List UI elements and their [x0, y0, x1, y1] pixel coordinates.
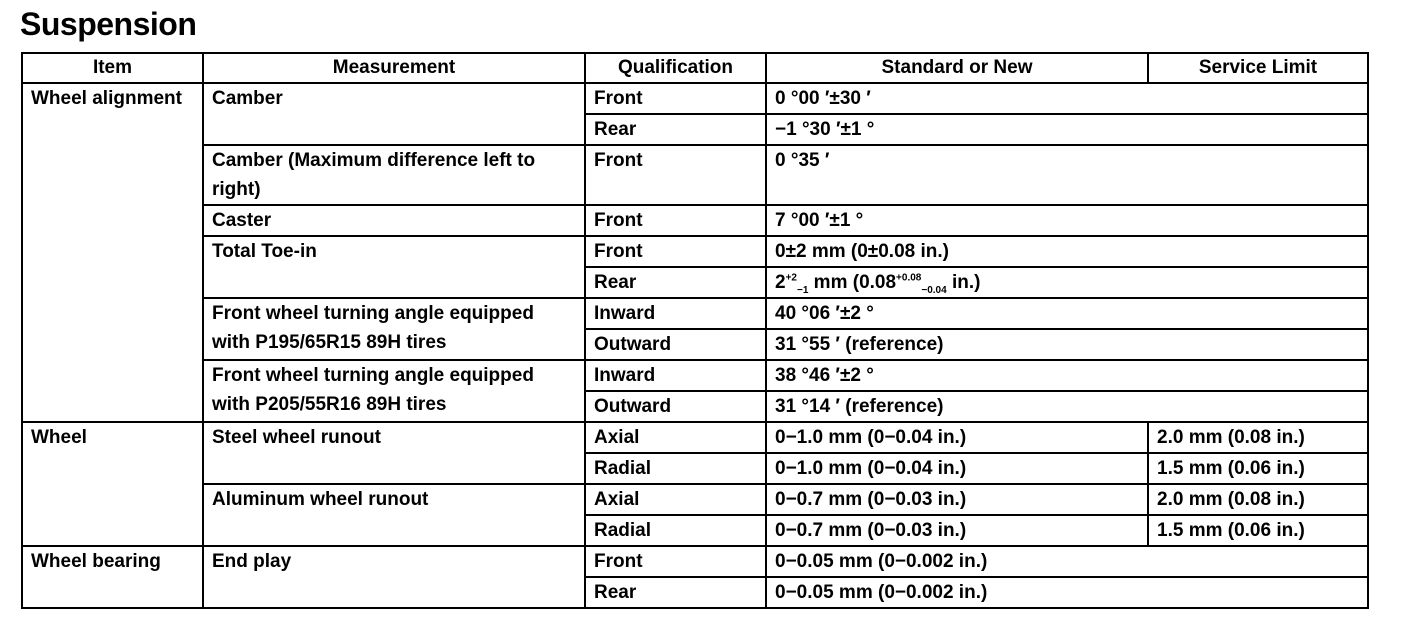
service-limit-cell: 2.0 mm (0.08 in.) [1148, 422, 1368, 453]
standard-cell: 0−0.7 mm (0−0.03 in.) [766, 515, 1148, 546]
table-row [22, 422, 1368, 453]
standard-cell: 31 °55 ′ (reference) [766, 329, 1368, 360]
qualification-cell: Radial [585, 453, 766, 484]
standard-cell: 31 °14 ′ (reference) [766, 391, 1368, 422]
measurement-cell: Steel wheel runout [203, 422, 585, 484]
standard-cell: 0−0.7 mm (0−0.03 in.) [766, 484, 1148, 515]
standard-cell: 0 °00 ′±30 ′ [766, 83, 1368, 114]
standard-cell: 40 °06 ′±2 ° [766, 298, 1368, 329]
toe-rear-base: 2 [775, 272, 786, 293]
service-limit-cell: 2.0 mm (0.08 in.) [1148, 484, 1368, 515]
table-row [22, 236, 1368, 267]
table-row [22, 83, 1368, 114]
toe-rear-mid: mm (0.08 [808, 272, 897, 293]
toe-rear-plus-tolerance-in: +0.08 [896, 272, 922, 284]
qualification-cell: Front [585, 145, 766, 205]
measurement-cell: End play [203, 546, 585, 608]
standard-cell: 0−0.05 mm (0−0.002 in.) [766, 577, 1368, 608]
standard-cell: 0−1.0 mm (0−0.04 in.) [766, 422, 1148, 453]
table-row [22, 298, 1368, 329]
standard-cell: −1 °30 ′±1 ° [766, 114, 1368, 145]
qualification-cell: Rear [585, 577, 766, 608]
measurement-cell: Aluminum wheel runout [203, 484, 585, 546]
table-row [22, 546, 1368, 577]
qualification-cell: Rear [585, 114, 766, 145]
header-measurement: Measurement [203, 53, 585, 83]
toe-rear-end: in.) [946, 272, 981, 293]
qualification-cell: Outward [585, 391, 766, 422]
toe-rear-minus-tolerance: −1 [796, 284, 809, 296]
qualification-cell: Inward [585, 360, 766, 391]
header-row [22, 53, 1368, 83]
standard-cell-toe-rear [766, 267, 1368, 298]
header-qualification: Qualification [585, 53, 766, 83]
qualification-cell: Front [585, 83, 766, 114]
table-row [22, 205, 1368, 236]
qualification-cell: Inward [585, 298, 766, 329]
item-cell: Wheel alignment [22, 83, 203, 422]
table-row [22, 145, 1368, 205]
table-row [22, 360, 1368, 391]
measurement-cell: Camber [203, 83, 585, 145]
standard-cell: 0±2 mm (0±0.08 in.) [766, 236, 1368, 267]
header-item: Item [22, 53, 203, 83]
measurement-cell: Caster [203, 205, 585, 236]
measurement-cell: Front wheel turning angle equipped with P205/55R16 89H tires [203, 360, 585, 422]
item-cell: Wheel bearing [22, 546, 203, 608]
toe-rear-plus-tolerance: +2 [785, 272, 797, 284]
qualification-cell: Rear [585, 267, 766, 298]
qualification-cell: Axial [585, 422, 766, 453]
standard-cell: 7 °00 ′±1 ° [766, 205, 1368, 236]
standard-cell: 0−0.05 mm (0−0.002 in.) [766, 546, 1368, 577]
toe-rear-minus-tolerance-in: −0.04 [921, 284, 947, 296]
header-service-limit: Service Limit [1148, 53, 1368, 83]
qualification-cell: Front [585, 205, 766, 236]
page-title: Suspension [20, 6, 197, 42]
standard-cell: 38 °46 ′±2 ° [766, 360, 1368, 391]
qualification-cell: Outward [585, 329, 766, 360]
service-limit-cell: 1.5 mm (0.06 in.) [1148, 453, 1368, 484]
standard-cell: 0−1.0 mm (0−0.04 in.) [766, 453, 1148, 484]
item-cell: Wheel [22, 422, 203, 546]
standard-cell: 0 °35 ′ [766, 145, 1368, 205]
qualification-cell: Front [585, 546, 766, 577]
suspension-spec-table [21, 52, 1369, 609]
measurement-cell: Front wheel turning angle equipped with P195/65R15 89H tires [203, 298, 585, 360]
qualification-cell: Front [585, 236, 766, 267]
measurement-cell: Camber (Maximum difference left to right) [203, 145, 585, 205]
table-row [22, 484, 1368, 515]
qualification-cell: Radial [585, 515, 766, 546]
qualification-cell: Axial [585, 484, 766, 515]
service-limit-cell: 1.5 mm (0.06 in.) [1148, 515, 1368, 546]
measurement-cell: Total Toe-in [203, 236, 585, 298]
header-standard: Standard or New [766, 53, 1148, 83]
